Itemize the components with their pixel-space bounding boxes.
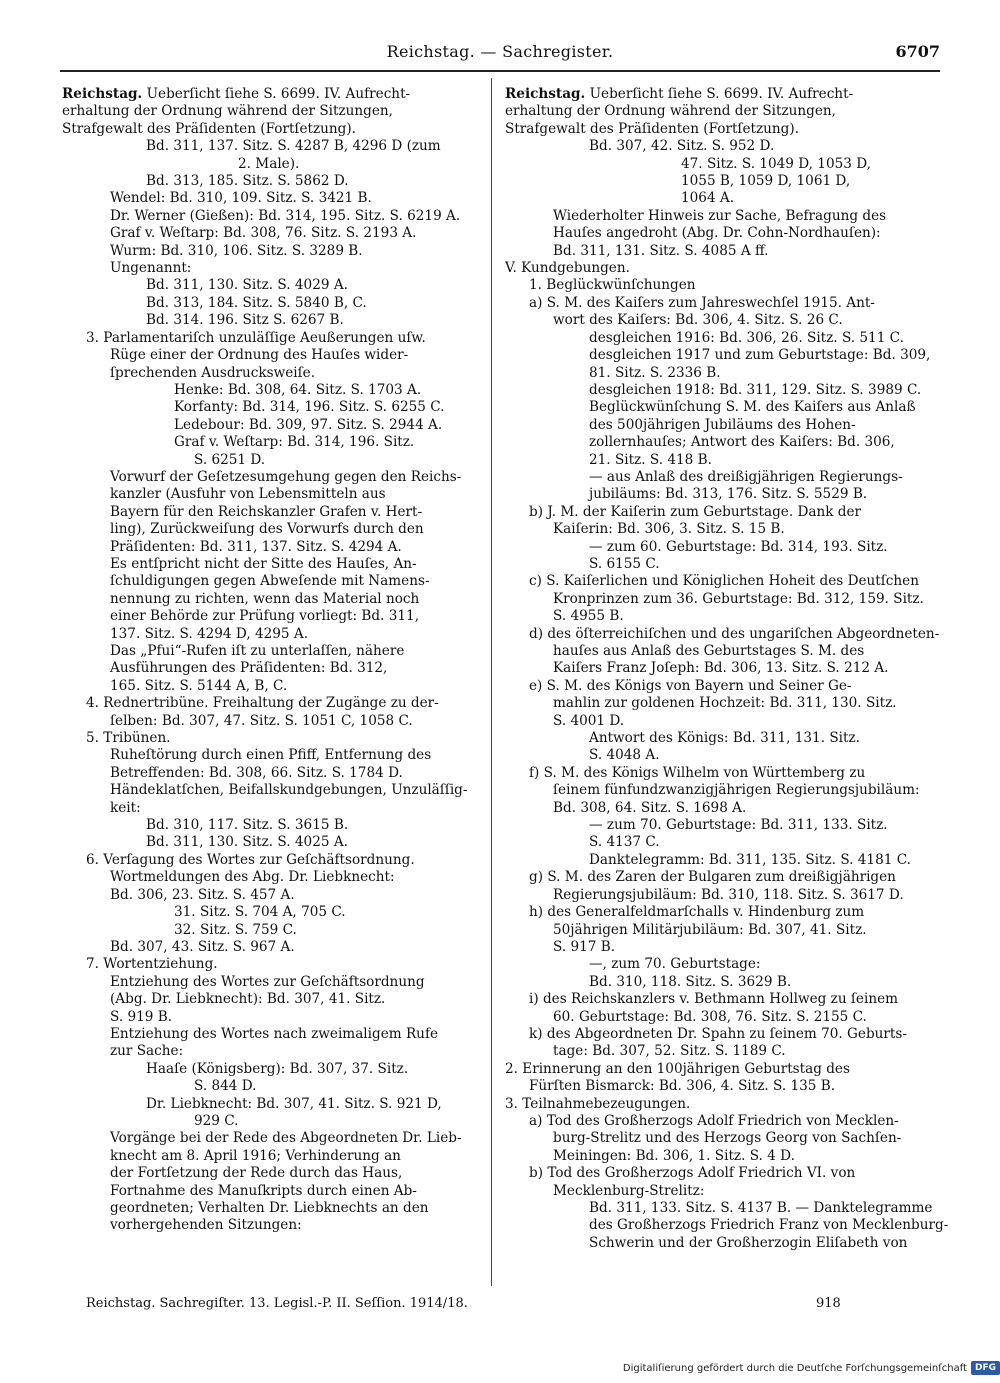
index-line: S. 4001 D. bbox=[553, 712, 625, 729]
right-column bbox=[505, 86, 949, 1252]
running-title: Reichstag. — Sachregister. bbox=[386, 42, 614, 61]
index-line: Bd. 310, 117. Sitz. S. 3615 B. bbox=[146, 817, 349, 834]
index-line: V. Kundgebungen. bbox=[505, 260, 630, 277]
index-line: Das „Pfui“-Rufen iſt zu unterlaſſen, nähere bbox=[110, 643, 405, 659]
index-line: Bd. 311, 137. Sitz. S. 4287 B, 4296 D (zum bbox=[146, 138, 441, 155]
index-line: Bd. 306, 23. Sitz. S. 457 A. bbox=[110, 886, 295, 903]
index-line: Kronprinzen zum 36. Geburtstage: Bd. 312, 159. Sitz. bbox=[553, 590, 924, 607]
index-line: a) S. M. des Kaiſers zum Jahreswechſel 1915. Ant- bbox=[529, 294, 875, 311]
index-line: S. 6251 D. bbox=[194, 451, 266, 468]
index-line: b) J. M. der Kaiſerin zum Geburtstage. Dank der bbox=[529, 503, 862, 520]
index-line: jubiläums: Bd. 313, 176. Sitz. S. 5529 B. bbox=[589, 486, 868, 503]
index-line: — zum 70. Geburtstage: Bd. 311, 133. Sitz. bbox=[589, 817, 888, 834]
index-line: 50jährigen Militärjubiläum: Bd. 307, 41. Sitz. bbox=[553, 921, 867, 938]
index-line: erhaltung der Ordnung während der Sitzungen, bbox=[505, 103, 836, 120]
header-rule bbox=[60, 70, 940, 72]
index-line: 1. Beglückwünſchungen bbox=[529, 277, 696, 294]
index-line: Wiederholter Hinweis zur Sache, Befragung des bbox=[553, 207, 887, 224]
index-line: Haaſe (Königsberg): Bd. 307, 37. Sitz. bbox=[146, 1060, 409, 1077]
index-line: k) des Abgeordneten Dr. Spahn zu ſeinem 70. Geburts- bbox=[529, 1025, 907, 1042]
index-line: Wortmeldungen des Abg. Dr. Liebknecht: bbox=[110, 869, 395, 886]
index-line: einer Behörde zur Prüfung vorliegt: Bd. 311, bbox=[110, 608, 420, 625]
index-line: Bd. 311, 130. Sitz. S. 4029 A. bbox=[146, 277, 348, 294]
index-line: Strafgewalt des Präſidenten (Fortſetzung). bbox=[62, 120, 356, 137]
index-line: 2. Erinnerung an den 100jährigen Geburtstag des bbox=[505, 1060, 850, 1077]
index-line: zur Sache: bbox=[110, 1043, 184, 1060]
index-line: Hauſes angedroht (Abg. Dr. Cohn-Nordhauſen): bbox=[553, 225, 881, 242]
index-line: 32. Sitz. S. 759 C. bbox=[174, 921, 297, 938]
index-line: Entziehung des Wortes nach zweimaligem Rufe bbox=[110, 1025, 439, 1042]
index-line: Fortnahme des Manuſkripts durch einen Ab- bbox=[110, 1182, 417, 1199]
index-line: Wurm: Bd. 310, 106. Sitz. S. 3289 B. bbox=[110, 242, 363, 259]
index-line: Bd. 311, 130. Sitz. S. 4025 A. bbox=[146, 834, 348, 851]
index-line: Bd. 313, 185. Sitz. S. 5862 D. bbox=[146, 173, 349, 190]
index-line: Es entſpricht nicht der Sitte des Hauſes, An- bbox=[110, 555, 417, 572]
dfg-logo: DFG bbox=[971, 1361, 1000, 1375]
index-line: Danktelegramm: Bd. 311, 135. Sitz. S. 4181 C. bbox=[589, 851, 911, 868]
index-line: wort des Kaiſers: Bd. 306, 4. Sitz. S. 26 C. bbox=[553, 312, 843, 329]
index-line: Graf v. Weſtarp: Bd. 308, 76. Sitz. S. 2193 A. bbox=[110, 225, 417, 242]
index-line: Kaiſerin: Bd. 306, 3. Sitz. S. 15 B. bbox=[553, 521, 785, 538]
index-line: Entziehung des Wortes zur Geſchäftsordnung bbox=[110, 973, 425, 990]
index-line: Mecklenburg-Strelitz: bbox=[553, 1182, 705, 1199]
index-line: (Abg. Dr. Liebknecht): Bd. 307, 41. Sitz. bbox=[110, 991, 386, 1008]
index-line: geordneten; Verhalten Dr. Liebknechts an den bbox=[110, 1200, 429, 1216]
index-line: Bd. 308, 64. Sitz. S. 1698 A. bbox=[553, 799, 747, 816]
index-line: 5. Tribünen. bbox=[86, 730, 171, 747]
index-line: Bd. 311, 133. Sitz. S. 4137 B. — Danktelegramme bbox=[589, 1200, 933, 1216]
index-line: mahlin zur goldenen Hochzeit: Bd. 311, 130. Sitz. bbox=[553, 695, 897, 712]
index-line: 165. Sitz. S. 5144 A, B, C. bbox=[110, 677, 288, 694]
index-line: —, zum 70. Geburtstage: bbox=[589, 956, 761, 973]
index-line: Präſidenten: Bd. 311, 137. Sitz. S. 4294 A. bbox=[110, 538, 402, 555]
index-line: Meiningen: Bd. 306, 1. Sitz. S. 4 D. bbox=[553, 1147, 795, 1164]
index-line: vorhergehenden Sitzungen: bbox=[110, 1217, 302, 1234]
left-column bbox=[62, 86, 482, 1235]
index-line: 31. Sitz. S. 704 A, 705 C. bbox=[174, 904, 346, 921]
index-line: kanzler (Ausfuhr von Lebensmitteln aus bbox=[110, 486, 386, 503]
index-line: tage: Bd. 307, 52. Sitz. S. 1189 C. bbox=[553, 1043, 786, 1060]
index-line: Bd. 311, 131. Sitz. S. 4085 A ff. bbox=[553, 242, 769, 259]
index-line: ſelben: Bd. 307, 47. Sitz. S. 1051 C, 1058 C. bbox=[110, 712, 413, 729]
head-word: Reichstag. bbox=[505, 86, 586, 102]
index-line: Kaiſers Franz Joſeph: Bd. 306, 13. Sitz. S. 212 A. bbox=[553, 660, 889, 677]
page-number: 6707 bbox=[895, 42, 940, 61]
index-line: 81. Sitz. S. 2336 B. bbox=[589, 364, 721, 381]
index-line: der Fortſetzung der Rede durch das Haus, bbox=[110, 1165, 403, 1182]
index-line: Betreffenden: Bd. 308, 66. Sitz. S. 1784 D. bbox=[110, 764, 403, 781]
index-line: Ledebour: Bd. 309, 97. Sitz. S. 2944 A. bbox=[174, 416, 443, 433]
index-line: S. 919 B. bbox=[110, 1008, 173, 1025]
credit-text: Digitaliſierung gefördert durch die Deutſche Forſchungsgemeinſchaft bbox=[622, 1362, 967, 1374]
index-line: Bd. 313, 184. Sitz. S. 5840 B, C. bbox=[146, 294, 367, 311]
index-line: Strafgewalt des Präſidenten (Fortſetzung). bbox=[505, 120, 799, 137]
index-line: S. 4137 C. bbox=[589, 834, 660, 851]
index-line: desgleichen 1918: Bd. 311, 129. Sitz. S. 3989 C. bbox=[589, 381, 922, 398]
index-line: Korfanty: Bd. 314, 196. Sitz. S. 6255 C. bbox=[174, 399, 445, 416]
index-line: Dr. Werner (Gießen): Bd. 314, 195. Sitz. S. 6219 A. bbox=[110, 207, 461, 224]
index-line: desgleichen 1917 und zum Geburtstage: Bd. 309, bbox=[589, 347, 931, 364]
index-line: Bd. 314. 196. Sitz S. 6267 B. bbox=[146, 312, 344, 329]
digitization-credit bbox=[623, 1359, 1000, 1377]
index-line: Wendel: Bd. 310, 109. Sitz. S. 3421 B. bbox=[110, 190, 372, 207]
index-line: 47. Sitz. S. 1049 D, 1053 D, bbox=[681, 155, 871, 172]
index-line: Reichstag. Ueberſicht ſiehe S. 6699. IV. Aufrecht- bbox=[62, 86, 411, 102]
footer-page-number: 918 bbox=[816, 1296, 841, 1311]
index-line: 60. Geburtstage: Bd. 308, 76. Sitz. S. 2155 C. bbox=[553, 1008, 867, 1025]
column-divider bbox=[491, 78, 492, 1286]
index-line: des Großherzogs Friedrich Franz von Mecklenburg- bbox=[589, 1217, 949, 1234]
index-line: erhaltung der Ordnung während der Sitzungen, bbox=[62, 103, 393, 120]
index-line: ſchuldigungen gegen Abweſende mit Namens- bbox=[110, 573, 430, 590]
index-line: Graf v. Weſtarp: Bd. 314, 196. Sitz. bbox=[174, 434, 415, 451]
index-line: 929 C. bbox=[194, 1112, 239, 1129]
index-line: desgleichen 1916: Bd. 306, 26. Sitz. S. 511 C. bbox=[589, 329, 904, 346]
index-line: S. 6155 C. bbox=[589, 555, 660, 572]
index-line: Henke: Bd. 308, 64. Sitz. S. 1703 A. bbox=[174, 381, 422, 398]
index-line: Bayern für den Reichskanzler Grafen v. Hert- bbox=[110, 503, 423, 520]
index-line: S. 4955 B. bbox=[553, 608, 624, 625]
index-line: 1055 B, 1059 D, 1061 D, bbox=[681, 173, 851, 190]
index-line: Fürſten Bismarck: Bd. 306, 4. Sitz. S. 135 B. bbox=[529, 1078, 836, 1095]
index-line: 1064 A. bbox=[681, 190, 735, 207]
footer-reference: Reichstag. Sachregiſter. 13. Legisl.-P. II. Seſſion. 1914/18. bbox=[86, 1296, 468, 1311]
index-line: h) des Generalfeldmarſchalls v. Hindenburg zum bbox=[529, 904, 865, 921]
index-line: hauſes aus Anlaß des Geburtstages S. M. des bbox=[553, 643, 865, 659]
page-header bbox=[60, 38, 940, 68]
index-line: 6. Verſagung des Wortes zur Geſchäftsordnung. bbox=[86, 851, 415, 868]
index-line: 3. Teilnahmebezeugungen. bbox=[505, 1095, 691, 1112]
index-line: d) des öſterreichiſchen und des ungariſchen Abgeordneten- bbox=[529, 625, 940, 642]
index-line: 137. Sitz. S. 4294 D, 4295 A. bbox=[110, 625, 309, 642]
index-line: ſeinem fünfundzwanzigjährigen Regierungsjubiläum: bbox=[553, 782, 920, 799]
index-line: nennung zu richten, wenn das Material noch bbox=[110, 590, 420, 607]
index-line: Ausführungen des Präſidenten: Bd. 312, bbox=[110, 660, 388, 677]
index-line: 7. Wortentziehung. bbox=[86, 956, 218, 973]
index-line: S. 844 D. bbox=[194, 1078, 257, 1095]
index-line: des 500jährigen Jubiläums des Hohen- bbox=[589, 416, 856, 433]
index-line: — aus Anlaß des dreißigjährigen Regierungs- bbox=[589, 468, 903, 485]
index-line: Dr. Liebknecht: Bd. 307, 41. Sitz. S. 921 D, bbox=[146, 1095, 442, 1112]
index-line: g) S. M. des Zaren der Bulgaren zum dreißigjährigen bbox=[529, 869, 896, 886]
index-line: Antwort des Königs: Bd. 311, 131. Sitz. bbox=[589, 730, 860, 747]
head-word: Reichstag. bbox=[62, 86, 143, 102]
index-line: knecht am 8. April 1916; Verhinderung an bbox=[110, 1147, 401, 1164]
index-line: b) Tod des Großherzogs Adolf Friedrich VI. von bbox=[529, 1165, 856, 1182]
index-line: 4. Rednertribüne. Freihaltung der Zugänge zu der- bbox=[86, 695, 439, 712]
index-line: 21. Sitz. S. 418 B. bbox=[589, 451, 712, 468]
index-line: c) S. Kaiſerlichen und Königlichen Hoheit des Deutſchen bbox=[529, 573, 919, 590]
index-line: Reichstag. Ueberſicht ſiehe S. 6699. IV. Aufrecht- bbox=[505, 86, 854, 102]
index-line: keit: bbox=[110, 799, 141, 816]
index-line: Händeklatſchen, Beifallskundgebungen, Unzuläſſig- bbox=[110, 782, 468, 799]
index-line: S. 4048 A. bbox=[589, 747, 660, 764]
index-line: ſprechenden Ausdrucksweiſe. bbox=[110, 364, 316, 381]
index-line: f) S. M. des Königs Wilhelm von Württemberg zu bbox=[529, 764, 866, 781]
index-line: S. 917 B. bbox=[553, 938, 616, 955]
index-line: Beglückwünſchung S. M. des Kaiſers aus Anlaß bbox=[589, 399, 916, 416]
index-line: zollernhauſes; Antwort des Kaiſers: Bd. 306, bbox=[589, 434, 895, 451]
index-line: Regierungsjubiläum: Bd. 310, 118. Sitz. S. 3617 D. bbox=[553, 886, 904, 903]
index-line: Ungenannt: bbox=[110, 260, 192, 277]
index-line: a) Tod des Großherzogs Adolf Friedrich von Mecklen- bbox=[529, 1112, 899, 1129]
index-line: Vorgänge bei der Rede des Abgeordneten Dr. Lieb- bbox=[110, 1130, 462, 1147]
index-line: e) S. M. des Königs von Bayern und Seiner Ge- bbox=[529, 677, 852, 694]
index-line: Vorwurf der Geſetzesumgehung gegen den Reichs- bbox=[110, 468, 462, 485]
index-line: Rüge einer der Ordnung des Hauſes wider- bbox=[110, 347, 409, 364]
index-line: Bd. 307, 42. Sitz. S. 952 D. bbox=[589, 138, 775, 155]
index-line: — zum 60. Geburtstage: Bd. 314, 193. Sitz. bbox=[589, 538, 888, 555]
index-line: ling), Zurückweiſung des Vorwurfs durch den bbox=[110, 521, 424, 538]
index-line: Bd. 307, 43. Sitz. S. 967 A. bbox=[110, 938, 295, 955]
index-line: burg-Strelitz und des Herzogs Georg von Sachſen- bbox=[553, 1130, 902, 1147]
index-line: i) des Reichskanzlers v. Bethmann Hollweg zu ſeinem bbox=[529, 991, 899, 1008]
index-line: 2. Male). bbox=[238, 155, 300, 172]
index-line: Ruheſtörung durch einen Pfiff, Entfernung des bbox=[110, 747, 432, 764]
index-line: Schwerin und der Großherzogin Eliſabeth von bbox=[589, 1234, 908, 1251]
index-line: Bd. 310, 118. Sitz. S. 3629 B. bbox=[589, 973, 792, 990]
index-line: 3. Parlamentariſch unzuläſſige Aeußerungen uſw. bbox=[86, 329, 426, 346]
